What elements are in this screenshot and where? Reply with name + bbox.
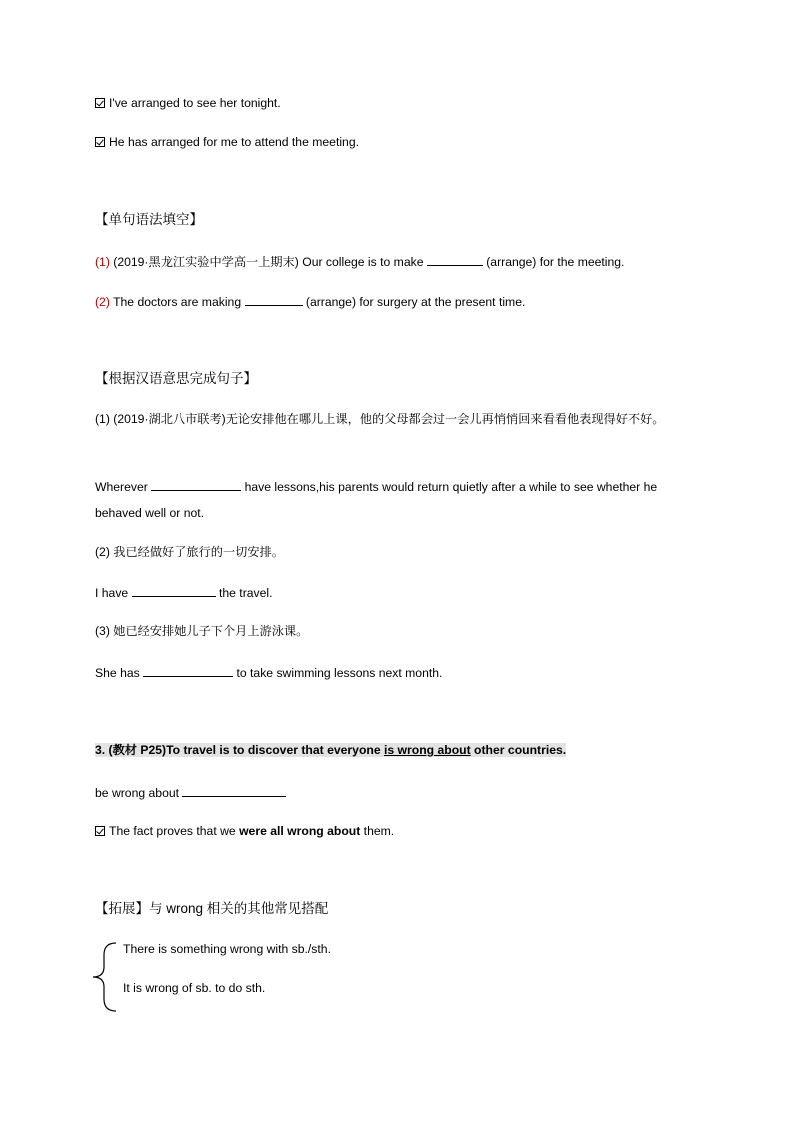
question-chinese: (3) 她已经安排她儿子下个月上游泳课。 (95, 624, 309, 638)
key-phrase: is wrong about (384, 743, 471, 757)
question-english (95, 474, 705, 526)
brace-icon (90, 941, 120, 1013)
question-text: the travel. (215, 586, 273, 600)
collocation-item: There is something wrong with sb./sth. (123, 942, 331, 956)
question-line (95, 293, 525, 310)
item-number: 3. (教材 P25) (95, 743, 167, 757)
example-text: The fact proves that we (109, 824, 240, 838)
question-chinese: (2) 我已经做好了旅行的一切安排。 (95, 545, 284, 559)
section-heading: 【根据汉语意思完成句子】 (95, 371, 257, 386)
question-english (95, 664, 442, 681)
example-line (95, 134, 359, 150)
example-text: them. (360, 824, 395, 838)
answer-blank[interactable] (132, 584, 216, 597)
question-text: She has (95, 666, 144, 680)
question-text: (2019·黑龙江实验中学高一上期末) Our college is to make (109, 255, 427, 269)
question-line (95, 253, 624, 270)
sentence-text: To travel is to discover that everyone (166, 743, 384, 757)
phrase-line (95, 784, 286, 801)
answer-blank[interactable] (427, 253, 483, 266)
question-text: to take swimming lessons next month. (233, 666, 443, 680)
sentence-highlight (95, 743, 566, 757)
answer-blank[interactable] (182, 784, 286, 797)
checkbox-icon (95, 98, 105, 108)
question-number: (2) (95, 295, 110, 309)
textbook-sentence (95, 742, 566, 758)
checkbox-icon (95, 826, 105, 836)
question-chinese: (1) (2019·湖北八市联考)无论安排他在哪儿上课，他的父母都会过一会儿再悄悄回来看看他表现得好不好。 (95, 412, 665, 426)
question-text: I have (95, 586, 132, 600)
example-text: He has arranged for me to attend the meeting. (109, 135, 359, 149)
answer-blank[interactable] (245, 293, 303, 306)
question-text: (arrange) for the meeting. (482, 255, 625, 269)
section-heading: 【单句语法填空】 (95, 212, 203, 227)
sentence-text: other countries. (470, 743, 567, 757)
example-bold: were all wrong about (239, 824, 361, 838)
question-number: (1) (95, 255, 110, 269)
question-text: The doctors are making (109, 295, 245, 309)
extension-heading (95, 901, 328, 917)
question-text: have lessons,his parents would return quietly after a while to see whether he behaved well or not. (95, 480, 658, 520)
example-line (95, 95, 281, 111)
question-text: (arrange) for surgery at the present time. (302, 295, 526, 309)
question-text: Wherever (95, 480, 152, 494)
example-text: I've arranged to see her tonight. (109, 96, 281, 110)
extension-tag: 【拓展】 (95, 901, 149, 916)
answer-blank[interactable] (143, 664, 233, 677)
example-line (95, 823, 394, 839)
checkbox-icon (95, 137, 105, 147)
question-english (95, 584, 273, 601)
collocation-item: It is wrong of sb. to do sth. (123, 981, 266, 995)
answer-blank[interactable] (151, 478, 241, 491)
phrase-text: be wrong about (95, 786, 183, 800)
extension-title: 与 wrong 相关的其他常见搭配 (149, 901, 329, 916)
